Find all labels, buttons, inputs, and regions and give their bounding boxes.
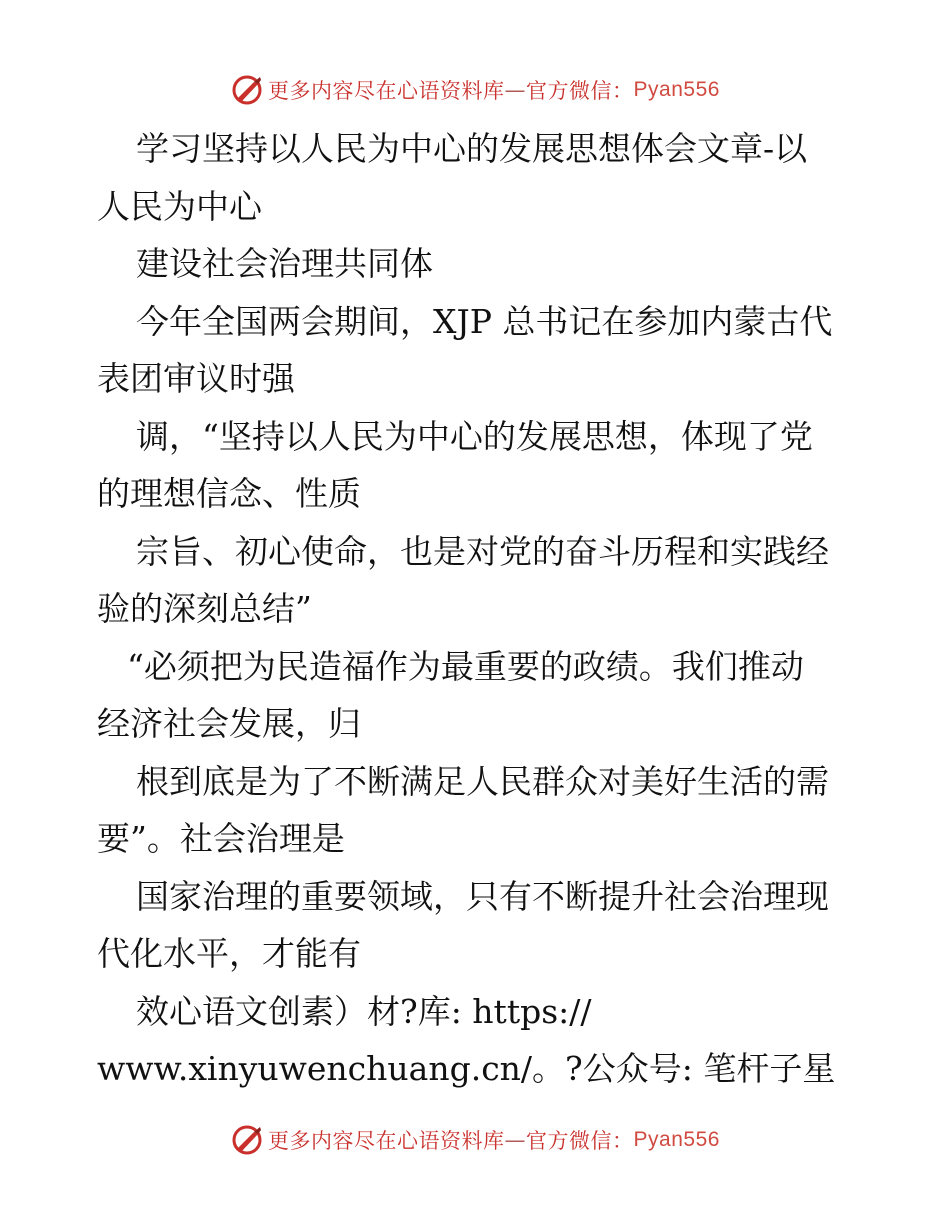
- text-line: 经济社会发展，归: [97, 704, 361, 743]
- banner-dash: —: [504, 1128, 527, 1152]
- quill-pen-seal-icon: [230, 1123, 264, 1157]
- text-line: 建设社会治理共同体: [136, 244, 433, 283]
- banner-wechat-label: 官方微信：: [526, 1129, 634, 1153]
- text-line: 调，“坚持以人民为中心的发展思想，体现了党: [136, 416, 813, 456]
- banner-wechat-id: Pyan556: [633, 1128, 720, 1151]
- document-body: [97, 120, 857, 1098]
- text-line: www.xinyuwenchuang.cn/。?公众号: 笔杆子星: [97, 1049, 836, 1088]
- text-line: 验的深刻总结”: [97, 589, 312, 628]
- text-line: 表团审议时强: [97, 359, 295, 398]
- text-line: 宗旨、初心使命，也是对党的奋斗历程和实践经: [136, 531, 829, 571]
- text-line: 今年全国两会期间，XJP 总书记在参加内蒙古代: [136, 301, 833, 341]
- text-line: 的理想信念、性质: [97, 474, 361, 513]
- banner-wechat-label: 官方微信：: [526, 79, 634, 103]
- text-line: “必须把为民造福作为最重要的政绩。我们推动: [127, 646, 804, 686]
- text-line: 效心语文创素）材?库: https://: [136, 991, 592, 1031]
- banner-text: 更多内容尽在心语资料库: [268, 1129, 505, 1153]
- banner-wechat-id: Pyan556: [633, 78, 720, 101]
- text-line: 国家治理的重要领域，只有不断提升社会治理现: [136, 876, 829, 916]
- header-banner: [0, 70, 950, 110]
- banner-text: 更多内容尽在心语资料库: [268, 79, 505, 103]
- text-line: 人民为中心: [97, 186, 262, 226]
- text-line: 根到底是为了不断满足人民群众对美好生活的需: [136, 761, 829, 801]
- text-line: 学习坚持以人民为中心的发展思想体会文章-以: [136, 129, 808, 168]
- text-line: 代化水平，才能有: [97, 934, 361, 973]
- text-line: 要”。社会治理是: [97, 819, 345, 858]
- quill-pen-seal-icon: [230, 73, 264, 107]
- banner-dash: —: [504, 78, 527, 102]
- footer-banner: [0, 1120, 950, 1160]
